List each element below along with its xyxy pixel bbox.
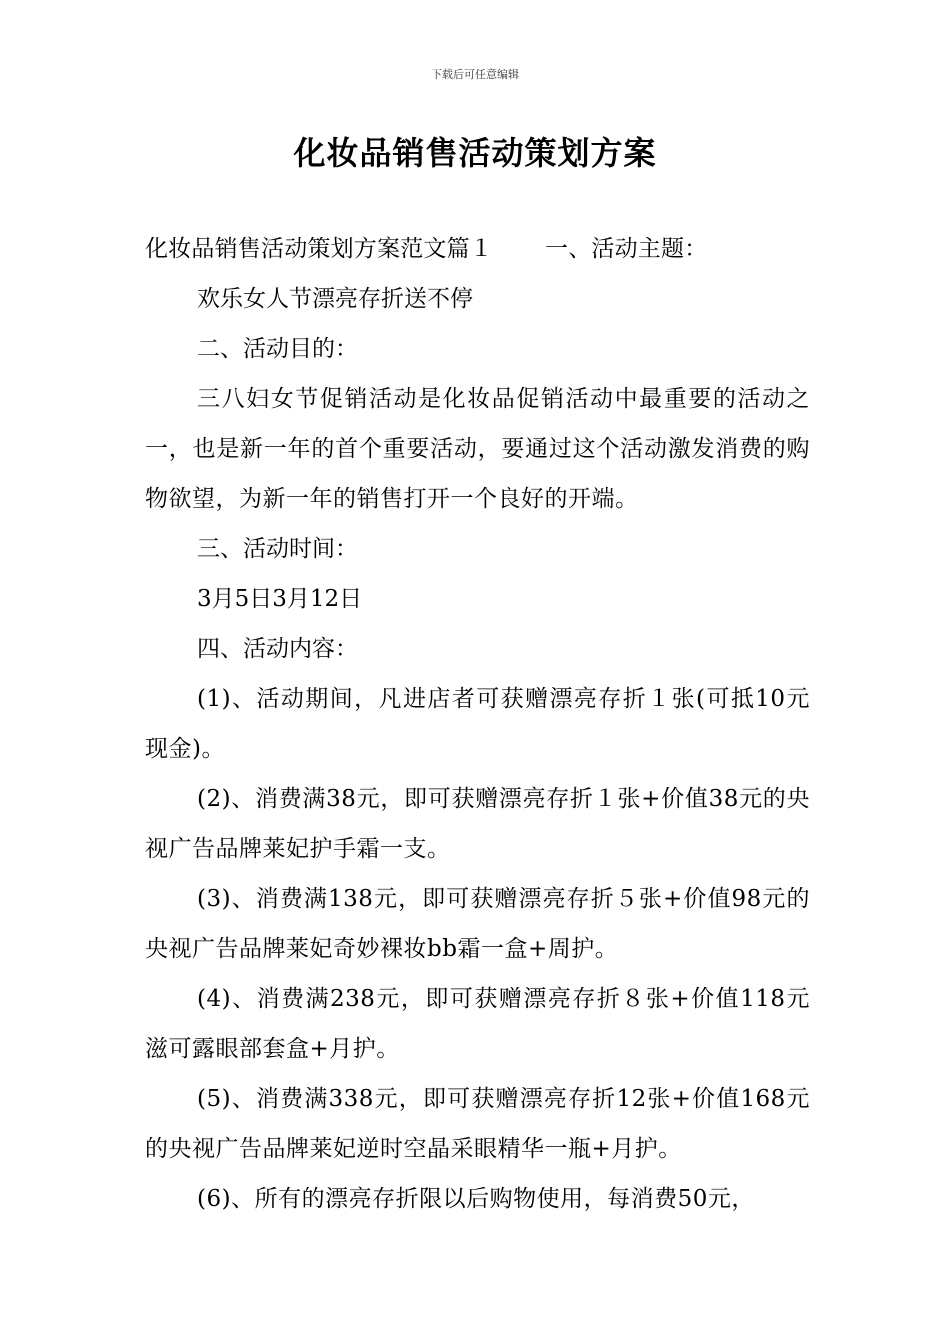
section-1-heading: 一、活动主题： [545, 236, 708, 262]
content-item-3: (3)、消费满138元，即可获赠漂亮存折５张+价值98元的央视广告品牌莱妃奇妙裸妆bb霜一盒+周护。 [145, 886, 810, 962]
section-3-heading: 三、活动时间： [197, 536, 358, 562]
content-item-1: (1)、活动期间，凡进店者可获赠漂亮存折１张(可抵10元现金)。 [145, 686, 810, 762]
section-2-heading: 二、活动目的： [197, 336, 358, 362]
content-item-5: (5)、消费满338元，即可获赠漂亮存折12张+价值168元的央视广告品牌莱妃逆时空晶采眼精华一瓶+月护。 [145, 1086, 810, 1162]
activity-dates: 3月5日3月12日 [197, 586, 363, 612]
document-body [145, 224, 810, 1224]
section-4-heading: 四、活动内容： [197, 636, 358, 662]
content-item-6: (6)、所有的漂亮存折限以后购物使用，每消费50元， [197, 1186, 755, 1212]
activity-theme: 欢乐女人节漂亮存折送不停 [197, 286, 473, 312]
activity-purpose-paragraph: 三八妇女节促销活动是化妆品促销活动中最重要的活动之一，也是新一年的首个重要活动，要通过这个活动激发消费的购物欲望，为新一年的销售打开一个良好的开端。 [145, 386, 810, 512]
intro-line [145, 224, 810, 274]
header-note: 下载后可任意编辑 [431, 68, 519, 81]
intro-lead: 化妆品销售活动策划方案范文篇１ [145, 236, 493, 262]
content-item-2: (2)、消费满38元，即可获赠漂亮存折１张+价值38元的央视广告品牌莱妃护手霜一支。 [145, 786, 810, 862]
document-title: 化妆品销售活动策划方案 [293, 134, 657, 172]
content-item-4: (4)、消费满238元，即可获赠漂亮存折８张+价值118元滋可露眼部套盒+月护。 [145, 986, 810, 1062]
